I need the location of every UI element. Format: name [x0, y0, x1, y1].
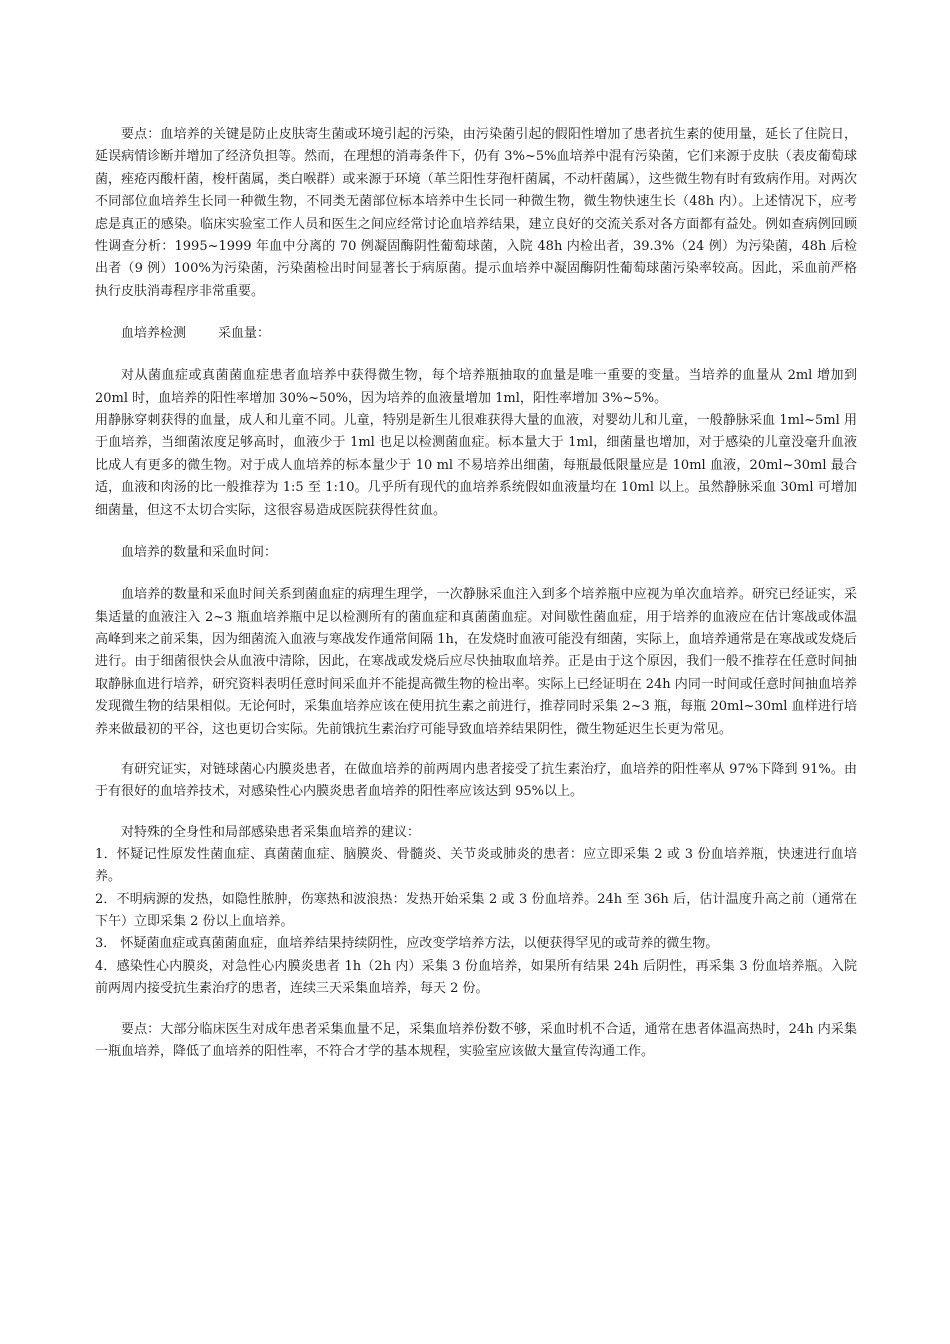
section-heading-count-timing: 血培养的数量和采血时间：	[121, 545, 278, 561]
paragraph-adult-child-volume: 用静脉穿刺获得的血量，成人和儿童不同。儿童，特别是新生儿很难获得大量的血液，对婴幼儿和儿童，一般静脉采血 1ml~5ml 用于血培养，当细菌浓度足够高时，血液少于 1ml 也足以检测菌血症。标本量大于 1ml，细菌量也增加，对于感染的儿童没毫升血液比成人有更多的微生物。对于成人血培养的标本量少于 10 ml 不易培养出细菌，每瓶最低限量应是 10ml 血液，20ml~30ml 最合适，血液和肉汤的比一般推荐为 1:5 至 1:10。几乎所有现代的血培养系统假如血液量均在 10ml 以上。虽然静脉采血 30ml 可增加细菌量，但这不太切合实际，这很容易造成医院获得性贫血。	[95, 413, 857, 518]
paragraph-endocarditis-study: 有研究证实，对链球菌心内膜炎患者，在做血培养的前两周内患者接受了抗生素治疗，血培养的阳性率从 97%下降到 91%。由于有很好的血培养技术，对感染性心内膜炎患者血培养的阳性率应该达到 95%以上。	[95, 761, 857, 800]
list-item: 2．不明病源的发热，如隐性脓肿，伤寒热和波浪热：发热开始采集 2 或 3 份血培养。24h 至 36h 后，估计温度升高之前（通常在下午）立即采集 2 份以上血培养。	[95, 891, 857, 929]
heading-blood-culture-detection: 血培养检测	[121, 326, 187, 342]
list-item: 1．怀疑记性原发性菌血症、真菌菌血症、脑膜炎、骨髓炎、关节炎或肺炎的患者：应立即采集 2 或 3 份血培养瓶，快速进行血培养。	[95, 846, 857, 885]
document-body	[95, 124, 857, 1063]
heading-blood-volume: 采血量：	[218, 326, 271, 342]
list-item: 3． 怀疑菌血症或真菌菌血症，血培养结果持续阴性，应改变学培养方法，以便获得罕见的或苛养的微生物。	[95, 936, 719, 952]
paragraph-blood-volume-variable: 对从菌血症或真菌菌血症患者血培养中获得微生物，每个培养瓶抽取的血量是唯一重要的变量。当培养的血量从 2ml 增加到 20ml 时，血培养的阳性率增加 30%~50%，因为培养的血液量增加 1ml，阳性率增加 3%~5%。	[95, 368, 857, 406]
paragraph-key-points-summary: 要点：大部分临床医生对成年患者采集血量不足，采集血培养份数不够，采血时机不合适，通常在患者体温高热时，24h 内采集一瓶血培养，降低了血培养的阳性率，不符合才学的基本规程，实验室应该做大量宣传沟通工作。	[95, 1021, 857, 1059]
list-item: 4．感染性心内膜炎，对急性心内膜炎患者 1h（2h 内）采集 3 份血培养，如果所有结果 24h 后阴性，再采集 3 份血培养瓶。入院前两周内接受抗生素治疗的患者，连续三天采集血培养，每天 2 份。	[95, 958, 857, 997]
section-heading-recommendations: 对特殊的全身性和局部感染患者采集血培养的建议：	[121, 824, 421, 840]
paragraph-count-timing: 血培养的数量和采血时间关系到菌血症的病理生理学，一次静脉采血注入到多个培养瓶中应视为单次血培养。研究已经证实，采集适量的血液注入 2~3 瓶血培养瓶中足以检测所有的菌血症和真菌菌血症。对间歇性菌血症，用于培养的血液应在估计寒战或体温高峰到来之前采集，因为细菌流入血液与寒战发作通常间隔 1h，在发烧时血液可能没有细菌，实际上，血培养通常是在寒战或发烧后进行。由于细菌很快会从血液中清除，因此，在寒战或发烧后应尽快抽取血培养。正是由于这个原因，我们一般不推荐在任意时间抽取静脉血进行培养，研究资料表明任意时间采血并不能提高微生物的检出率。实际上已经证明在 24h 内同一时间或任意时间抽血培养发现微生物的结果相似。无论何时，采集血培养应该在使用抗生素之前进行，推荐同时采集 2~3 瓶，每瓶 20ml~30ml 血样进行培养来做最初的平谷，这也更切合实际。先前饿抗生素治疗可能导致血培养结果阴性，微生物延迟生长更为常见。	[95, 587, 857, 737]
paragraph-key-points-contamination: 要点：血培养的关键是防止皮肤寄生菌或环境引起的污染，由污染菌引起的假阳性增加了患者抗生素的使用量，延长了住院日，延误病情诊断并增加了经济负担等。然而，在理想的消毒条件下，仍有 3%~5%血培养中混有污染菌，它们来源于皮肤（表皮葡萄球菌，痤疮丙酸杆菌，梭杆菌属，类白喉群）或来源于环境（革兰阳性芽孢杆菌属，不动杆菌属），这些微生物有时有致病作用。对两次不同部位血培养生长同一种微生物，不同类无菌部位标本培养中生长同一种微生物，微生物快速生长（48h 内）。上述情况下，应考虑是真正的感染。临床实验室工作人员和医生之间应经常讨论血培养结果，建立良好的交流关系对各方面都有益处。例如查病例回顾性调查分析：1995~1999 年血中分离的 70 例凝固酶阴性葡萄球菌，入院 48h 内检出者，39.3%（24 例）为污染菌，48h 后检出者（9 例）100%为污染菌，污染菌检出时间显著长于病原菌。提示血培养中凝固酶阴性葡萄球菌污染率较高。因此，采血前严格执行皮肤消毒程序非常重要。	[95, 127, 857, 299]
section-heading-blood-culture-volume	[95, 323, 857, 345]
